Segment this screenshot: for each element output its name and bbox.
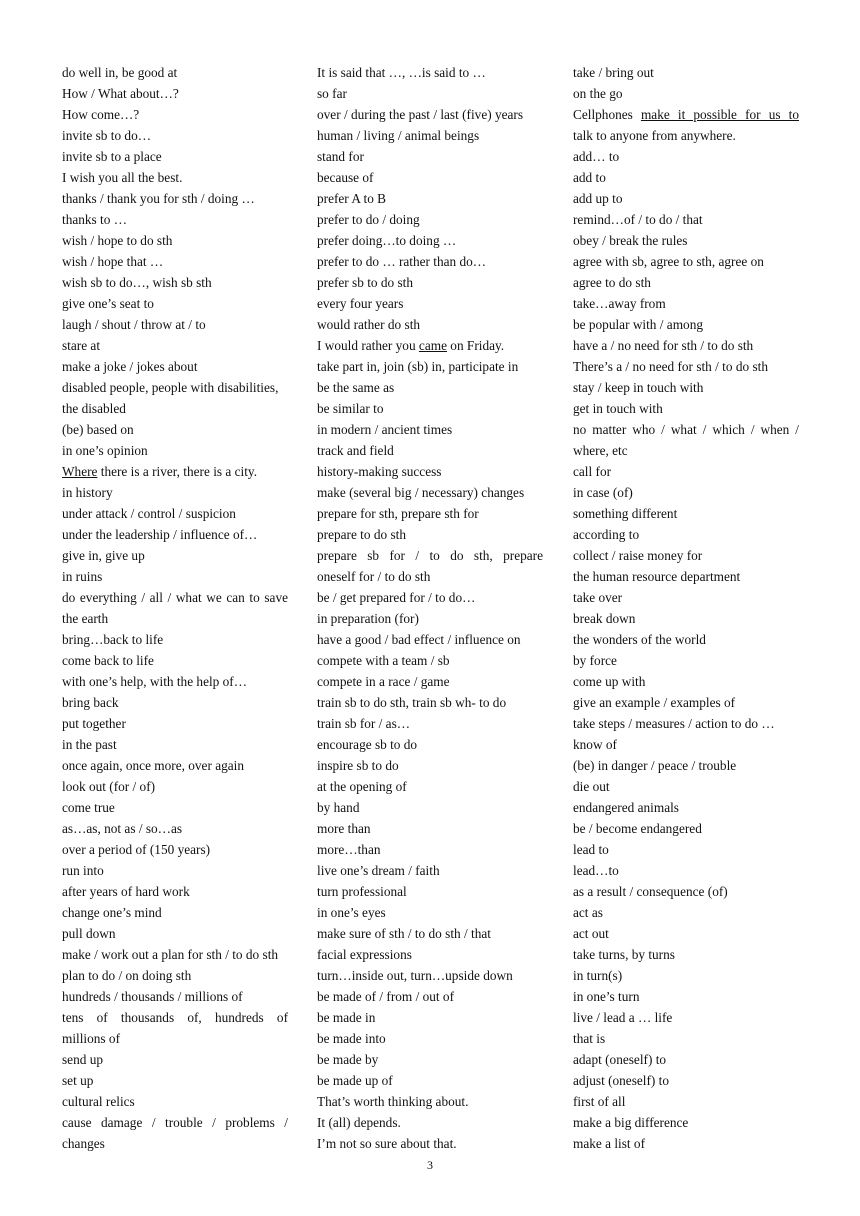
phrase-line: have a / no need for sth / to do sth [573,338,754,353]
phrase-line: take part in, join (sb) in, participate in [317,359,519,374]
phrase-line: make a joke / jokes about [62,359,198,374]
phrase-line: in ruins [62,569,103,584]
phrase-text: there is a river, there is a city. [97,464,258,479]
phrase-line: know of [573,737,617,752]
phrase-line: add… to [573,149,620,164]
phrase-line: prepare for sth, prepare sth for [317,506,479,521]
phrase-line: take over [573,590,623,605]
phrase-line: train sb for / as… [317,716,411,731]
phrase-line: track and field [317,443,394,458]
phrase-line: change one’s mind [62,905,162,920]
phrase-line: call for [573,464,612,479]
phrase-line: stare at [62,338,101,353]
phrase-line: tens of thousands of, hundreds of [62,1010,288,1025]
phrase-line: make / work out a plan for sth / to do sth [62,947,279,962]
phrase-line: train sb to do sth, train sb wh- to do [317,695,507,710]
phrase-line: act out [573,926,609,941]
underlined-text: came [418,338,447,353]
phrase-line: send up [62,1052,103,1067]
phrase-line: plan to do / on doing sth [62,968,192,983]
phrase-line: because of [317,170,374,185]
phrase-line: get in touch with [573,401,663,416]
phrase-line: hundreds / thousands / millions of [62,989,243,1004]
phrase-line: put together [62,716,126,731]
phrase-line: prepare to do sth [317,527,406,542]
phrase-line: talk to anyone from anywhere. [573,128,736,143]
phrase-line: be made in [317,1010,376,1025]
phrase-line: cause damage / trouble / problems / [62,1115,288,1130]
phrase-line: be / become endangered [573,821,702,836]
phrase-line: changes [62,1136,105,1151]
phrase-line: be similar to [317,401,384,416]
phrase-line: the earth [62,611,109,626]
phrase-line: compete in a race / game [317,674,450,689]
phrase-line: no matter who / what / which / when / [573,422,799,437]
phrase-line: in one’s turn [573,989,640,1004]
phrase-line: millions of [62,1031,120,1046]
phrase-line: collect / raise money for [573,548,703,563]
phrase-line: wish / hope to do sth [62,233,173,248]
phrase-line: bring…back to life [62,632,164,647]
phrase-line: turn professional [317,884,407,899]
phrase-line: in turn(s) [573,968,623,983]
phrase-line: be / get prepared for / to do… [317,590,476,605]
phrase-line: It (all) depends. [317,1115,401,1130]
phrase-line: live / lead a … life [573,1010,673,1025]
phrase-line: look out (for / of) [62,779,156,794]
column-1 [62,62,288,1154]
phrase-line: bring back [62,695,119,710]
phrase-line: every four years [317,296,404,311]
phrase-line: facial expressions [317,947,412,962]
phrase-line: add to [573,170,606,185]
phrase-line: prefer sb to do sth [317,275,414,290]
phrase-line: take steps / measures / action to do … [573,716,775,731]
phrase-line: in the past [62,737,117,752]
phrase-line: adapt (oneself) to [573,1052,667,1067]
phrase-line: stand for [317,149,364,164]
phrase-line: endangered animals [573,800,679,815]
phrase-line: thanks to … [62,212,128,227]
phrase-line: agree with sb, agree to sth, agree on [573,254,764,269]
phrase-line: the human resource department [573,569,741,584]
phrase-line: set up [62,1073,94,1088]
phrase-line: invite sb to do… [62,128,152,143]
phrase-line: give one’s seat to [62,296,154,311]
phrase-line: would rather do sth [317,317,421,332]
phrase-line: thanks / thank you for sth / doing … [62,191,255,206]
phrase-line: wish sb to do…, wish sb sth [62,275,212,290]
phrase-line: I wish you all the best. [62,170,183,185]
phrase-line: according to [573,527,640,542]
phrase-line: be made into [317,1031,386,1046]
phrase-line: be made of / from / out of [317,989,454,1004]
phrase-line: once again, once more, over again [62,758,245,773]
phrase-line: encourage sb to do [317,737,418,752]
phrase-line: the disabled [62,401,126,416]
phrase-text: on Friday. [446,338,505,353]
phrase-line: add up to [573,191,623,206]
phrase-line: over / during the past / last (five) years [317,107,524,122]
phrase-line: come true [62,800,115,815]
phrase-line: human / living / animal beings [317,128,480,143]
phrase-line: more than [317,821,371,836]
phrase-text: I would rather you [317,338,419,353]
phrase-line: make a big difference [573,1115,689,1130]
phrase-line: take / bring out [573,65,654,80]
phrase-line: prefer to do … rather than do… [317,254,487,269]
phrase-line: on the go [573,86,623,101]
phrase-line: prefer A to B [317,191,387,206]
phrase-line: turn…inside out, turn…upside down [317,968,513,983]
phrase-line: (be) based on [62,422,134,437]
phrase-line: How come…? [62,107,140,122]
phrase-line: something different [573,506,678,521]
phrase-line: where, etc [573,443,628,458]
phrase-line: come back to life [62,653,154,668]
phrase-line: (be) in danger / peace / trouble [573,758,737,773]
phrase-line: compete with a team / sb [317,653,450,668]
phrase-line: be popular with / among [573,317,703,332]
phrase-line: disabled people, people with disabilities, [62,380,279,395]
phrase-line: in modern / ancient times [317,422,453,437]
phrase-line: in one’s eyes [317,905,386,920]
phrase-line: laugh / shout / throw at / to [62,317,206,332]
phrase-line [317,335,543,356]
phrase-line: It is said that …, …is said to … [317,65,486,80]
phrase-line: with one’s help, with the help of… [62,674,248,689]
underlined-text: make it possible for us to [640,107,799,122]
phrase-line: wish / hope that … [62,254,164,269]
phrase-line: How / What about…? [62,86,179,101]
phrase-line: inspire sb to do [317,758,399,773]
phrase-line: history-making success [317,464,442,479]
phrase-line: oneself for / to do sth [317,569,431,584]
phrase-line: prefer to do / doing [317,212,420,227]
phrase-text: Cellphones [573,107,641,122]
phrase-line: lead…to [573,863,619,878]
phrase-line: take…away from [573,296,666,311]
phrase-line: the wonders of the world [573,632,706,647]
phrase-line: by force [573,653,617,668]
column-2 [317,62,543,1154]
phrase-line: have a good / bad effect / influence on [317,632,521,647]
phrase-line: under attack / control / suspicion [62,506,236,521]
phrase-line [573,104,799,125]
phrase-line: in one’s opinion [62,443,148,458]
phrase-line: make sure of sth / to do sth / that [317,926,491,941]
phrase-line: run into [62,863,104,878]
phrase-line: agree to do sth [573,275,651,290]
phrase-line: that is [573,1031,606,1046]
phrase-line: give in, give up [62,548,145,563]
phrase-line: at the opening of [317,779,407,794]
phrase-line: prefer doing…to doing … [317,233,457,248]
phrase-line: That’s worth thinking about. [317,1094,469,1109]
phrase-line: I’m not so sure about that. [317,1136,457,1151]
phrase-line: under the leadership / influence of… [62,527,258,542]
underlined-text: Where [62,464,98,479]
phrase-line: so far [317,86,347,101]
phrase-line: stay / keep in touch with [573,380,704,395]
phrase-line [62,461,288,482]
phrase-line: do well in, be good at [62,65,178,80]
phrase-line: do everything / all / what we can to save [62,590,288,605]
phrase-line: lead to [573,842,609,857]
phrase-line: make (several big / necessary) changes [317,485,525,500]
phrase-line: after years of hard work [62,884,190,899]
phrase-line: be the same as [317,380,395,395]
phrase-line: die out [573,779,610,794]
phrase-line: prepare sb for / to do sth, prepare [317,548,543,563]
phrase-line: There’s a / no need for sth / to do sth [573,359,768,374]
phrase-line: adjust (oneself) to [573,1073,670,1088]
phrase-line: in history [62,485,113,500]
phrase-line: cultural relics [62,1094,135,1109]
phrase-line: over a period of (150 years) [62,842,211,857]
phrase-line: as a result / consequence (of) [573,884,728,899]
phrase-line: live one’s dream / faith [317,863,440,878]
phrase-line: invite sb to a place [62,149,162,164]
phrase-line: more…than [317,842,381,857]
phrase-line: in preparation (for) [317,611,419,626]
phrase-line: come up with [573,674,646,689]
phrase-line: make a list of [573,1136,646,1151]
phrase-line: take turns, by turns [573,947,675,962]
phrase-line: first of all [573,1094,626,1109]
phrase-line: as…as, not as / so…as [62,821,183,836]
phrase-line: obey / break the rules [573,233,688,248]
phrase-line: in case (of) [573,485,633,500]
phrase-line: be made up of [317,1073,393,1088]
phrase-line: by hand [317,800,360,815]
phrase-line: break down [573,611,636,626]
phrase-line: act as [573,905,603,920]
column-3 [573,62,799,1154]
page-number: 3 [427,1158,433,1172]
phrase-line: remind…of / to do / that [573,212,703,227]
phrase-line: give an example / examples of [573,695,736,710]
phrase-line: be made by [317,1052,379,1067]
phrase-line: pull down [62,926,116,941]
